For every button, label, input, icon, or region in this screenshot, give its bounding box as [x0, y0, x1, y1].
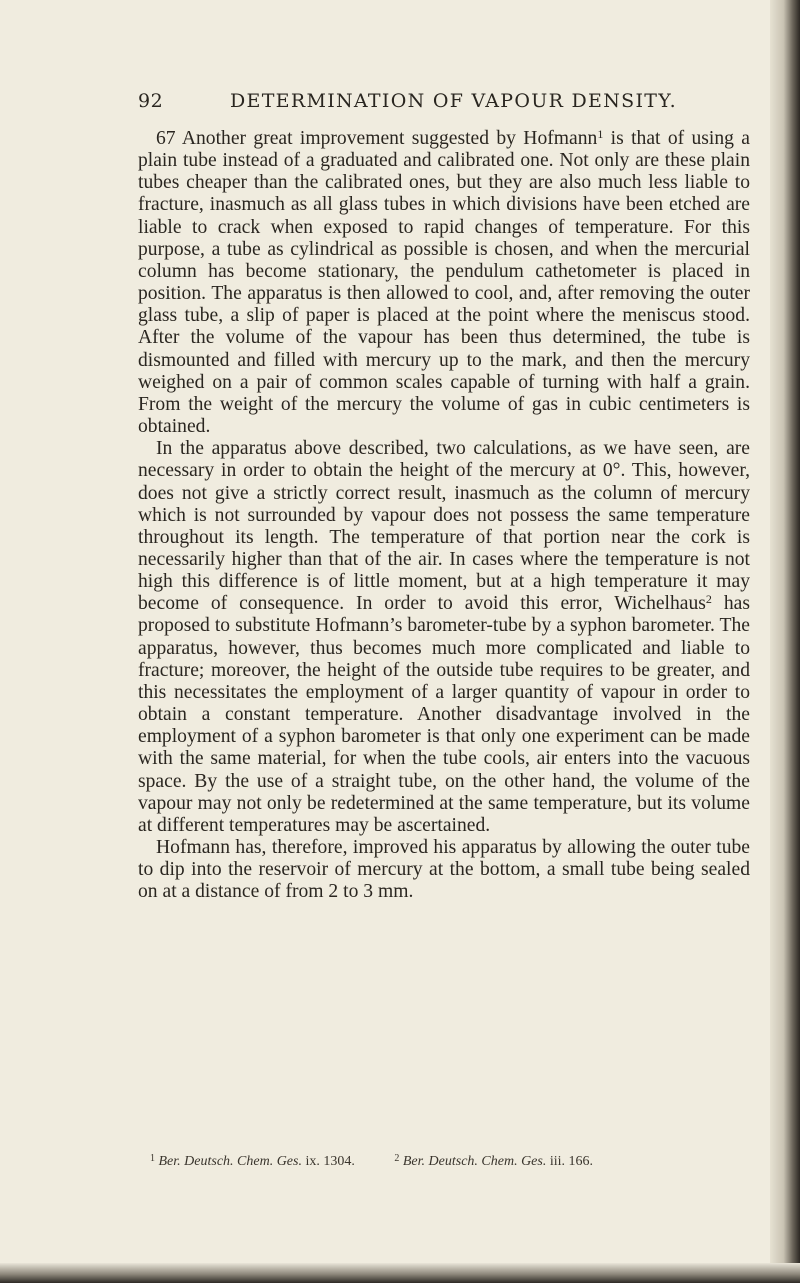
- paragraph-text: Hofmann has, therefore, improved his apparatus by allowing the outer tube to dip into the reservoir of mercury at the bottom, a small tube being sealed on at a distance of from 2 to 3 mm.: [138, 837, 750, 903]
- footnotes: [150, 1154, 750, 1170]
- footnote-2: [394, 1154, 593, 1170]
- footnote-ref-2: 2: [705, 592, 712, 607]
- paragraph-text: has proposed to substitute Hofmann’s barometer-tube by a syphon barometer. The apparatus, however, thus becomes much more complicated and liable to fracture; moreover, the height of the outside tube requires to be greater, and this necessitates the employment of a larger quantity of vapour in order to obtain a constant temperature. Another disadvantage involved in the employment of a syphon barometer is that only one experiment can be made with the same material, for when the tube cools, air enters into the vacuous space. By the use of a straight tube, on the other hand, the volume of the vapour may not only be redetermined at the same temperature, but its volume at different temperatures may be ascertained.: [138, 593, 750, 836]
- page-header: [138, 90, 748, 120]
- page-number: 92: [138, 90, 164, 112]
- footnote-mark: 1: [150, 1153, 155, 1164]
- running-title: DETERMINATION OF VAPOUR DENSITY.: [230, 90, 677, 112]
- paragraph-text: 67 Another great improvement suggested by Hofmann: [156, 128, 598, 149]
- paragraph-text: In the apparatus above described, two calculations, as we have seen, are necessary in order to obtain the height of the mercury at 0°. This, however, does not give a strictly correct result, inasmuch as the column of mercury which is not surrounded by vapour does not possess the same temperature throughout its length. The temperature of that portion near the cork is necessarily higher than that of the air. In cases where the temperature is not high this difference is of little moment, but at a high temperature it may become of consequence. In order to avoid this error, Wichelhaus: [138, 438, 750, 615]
- footnote-mark: 2: [394, 1153, 400, 1164]
- page-bottom-shadow: [0, 1263, 800, 1283]
- paragraph-hofmann: [138, 837, 750, 903]
- body-text: [138, 128, 750, 903]
- paragraph-67: [138, 128, 750, 438]
- footnote-source: Ber. Deutsch. Chem. Ges.: [402, 1154, 547, 1169]
- footnote-1: [150, 1154, 355, 1170]
- footnote-source: Ber. Deutsch. Chem. Ges.: [158, 1154, 302, 1169]
- paragraph-wichelhaus: [138, 438, 750, 837]
- footnote-ref-1: 1: [597, 127, 604, 141]
- footnote-cite: ix. 1304.: [301, 1154, 355, 1169]
- paragraph-text: is that of using a plain tube instead of a graduated and calibrated one. Not only are these plain tubes cheaper than the calibrated ones, but they are also much less liable to fracture, inasmuch as all glass tubes in which divisions have been etched are liable to crack when exposed to rapid changes of temperature. For this purpose, a tube as cylindrical as possible is chosen, and when the mercurial column has become stationary, the pendulum cathetometer is placed in position. The apparatus is then allowed to cool, and, after removing the outer glass tube, a slip of paper is placed at the point where the meniscus stood. After the volume of the vapour has been thus determined, the tube is dismounted and filled with mercury up to the mark, and then the mercury weighed on a pair of common scales capable of turning with half a grain. From the weight of the mercury the volume of gas in cubic centimeters is obtained.: [138, 128, 750, 438]
- footnote-cite: iii. 166.: [546, 1154, 594, 1169]
- page-edge-shadow: [770, 0, 800, 1283]
